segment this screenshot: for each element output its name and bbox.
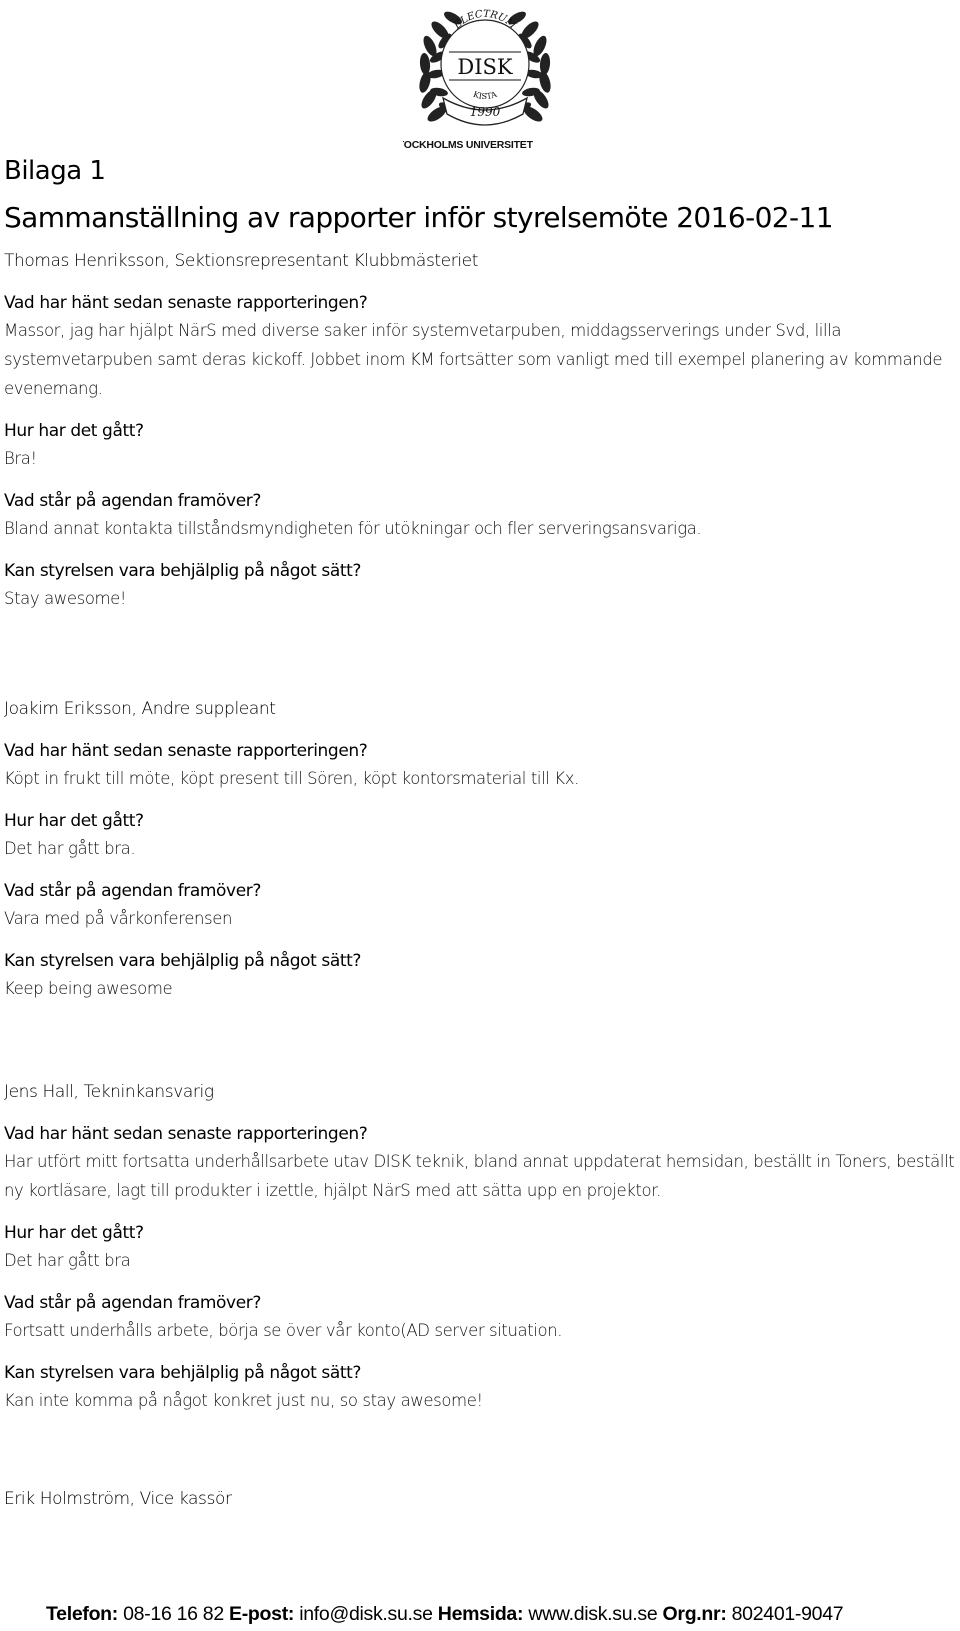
- answer: Fortsatt underhålls arbete, börja se över vår konto(AD server situation.: [4, 1321, 563, 1340]
- answer: Stay awesome!: [4, 589, 127, 608]
- question: Vad har hänt sedan senaste rapporteringen?: [4, 1124, 368, 1144]
- qa-block: [4, 558, 960, 613]
- phone-number: 08-16 16 82: [123, 1603, 224, 1625]
- answer: Keep being awesome: [4, 979, 173, 998]
- page-title: Bilaga 1: [4, 156, 106, 186]
- question: Hur har det gått?: [4, 1223, 144, 1243]
- answer: Bra!: [4, 449, 37, 468]
- qa-block: [4, 738, 960, 793]
- qa-block: [4, 488, 960, 543]
- report-section: [4, 1486, 960, 1512]
- question: Vad står på agendan framöver?: [4, 881, 261, 901]
- qa-block: [4, 948, 960, 1003]
- qa-block: [4, 1220, 960, 1275]
- org-number: 802401-9047: [731, 1603, 844, 1625]
- report-person: Thomas Henriksson, Sektionsrepresentant Klubbmästeriet: [4, 251, 478, 271]
- report-section: [4, 1079, 960, 1415]
- question: Vad har hänt sedan senaste rapporteringen?: [4, 741, 368, 761]
- report-person: Joakim Eriksson, Andre suppleant: [4, 699, 276, 719]
- answer: Kan inte komma på något konkret just nu, so stay awesome!: [4, 1391, 483, 1410]
- phone-label: Telefon:: [46, 1603, 118, 1625]
- logo-year: 1990: [469, 105, 501, 119]
- question: Hur har det gått?: [4, 421, 144, 441]
- question: Vad har hänt sedan senaste rapporteringen?: [4, 293, 368, 313]
- website-link[interactable]: www.disk.su.se: [528, 1603, 658, 1625]
- answer: Det har gått bra: [4, 1251, 131, 1270]
- qa-block: [4, 808, 960, 863]
- report-person: Jens Hall, Tekninkansvarig: [4, 1082, 214, 1102]
- qa-block: [4, 1121, 960, 1205]
- report-section: [4, 248, 960, 613]
- org-number-label: Org.nr:: [662, 1603, 727, 1625]
- question: Hur har det gått?: [4, 811, 144, 831]
- report-section: [4, 696, 960, 1003]
- answer: Vara med på vårkonferensen: [4, 909, 233, 928]
- website-label: Hemsida:: [437, 1603, 524, 1625]
- qa-block: [4, 1360, 960, 1415]
- question: Kan styrelsen vara behjälplig på något sätt?: [4, 1363, 362, 1383]
- question: Kan styrelsen vara behjälplig på något sätt?: [4, 561, 362, 581]
- logo-caption: OCKHOLMS UNIVERSITET: [403, 139, 533, 151]
- question: Kan styrelsen vara behjälplig på något sätt?: [4, 951, 362, 971]
- page-subtitle: Sammanställning av rapporter inför styrelsemöte 2016-02-11: [4, 201, 833, 234]
- qa-block: [4, 290, 960, 403]
- logo-top-text: ELECTRUM: [452, 8, 518, 32]
- email-address[interactable]: info@disk.su.se: [299, 1603, 433, 1625]
- disk-logo: [403, 2, 567, 154]
- contact-footer: [46, 1603, 843, 1626]
- answer: Massor, jag har hjälpt NärS med diverse saker inför systemvetarpuben, middagsserverings under Svd, lilla systemvetarpuben samt deras kickoff. Jobbet inom KM fortsätter som vanligt med till exempel planering av kommande evenemang.: [4, 321, 943, 398]
- logo-sub-text: KISTA: [472, 89, 498, 101]
- qa-block: [4, 418, 960, 473]
- email-label: E-post:: [229, 1603, 295, 1625]
- logo-main-text: DISK: [457, 55, 513, 79]
- qa-block: [4, 878, 960, 933]
- report-person: Erik Holmström, Vice kassör: [4, 1489, 232, 1509]
- answer: Det har gått bra.: [4, 839, 136, 858]
- qa-block: [4, 1290, 960, 1345]
- answer: Har utfört mitt fortsatta underhållsarbete utav DISK teknik, bland annat uppdaterat hemsidan, beställt in Toners, beställt ny kortläsare, lagt till produkter i izettle, hjälpt NärS med att sätta upp en projektor.: [4, 1152, 955, 1200]
- answer: Bland annat kontakta tillståndsmyndigheten för utökningar och fler serveringsansvariga.: [4, 519, 702, 538]
- question: Vad står på agendan framöver?: [4, 491, 261, 511]
- question: Vad står på agendan framöver?: [4, 1293, 261, 1313]
- answer: Köpt in frukt till möte, köpt present till Sören, köpt kontorsmaterial till Kx.: [4, 769, 579, 788]
